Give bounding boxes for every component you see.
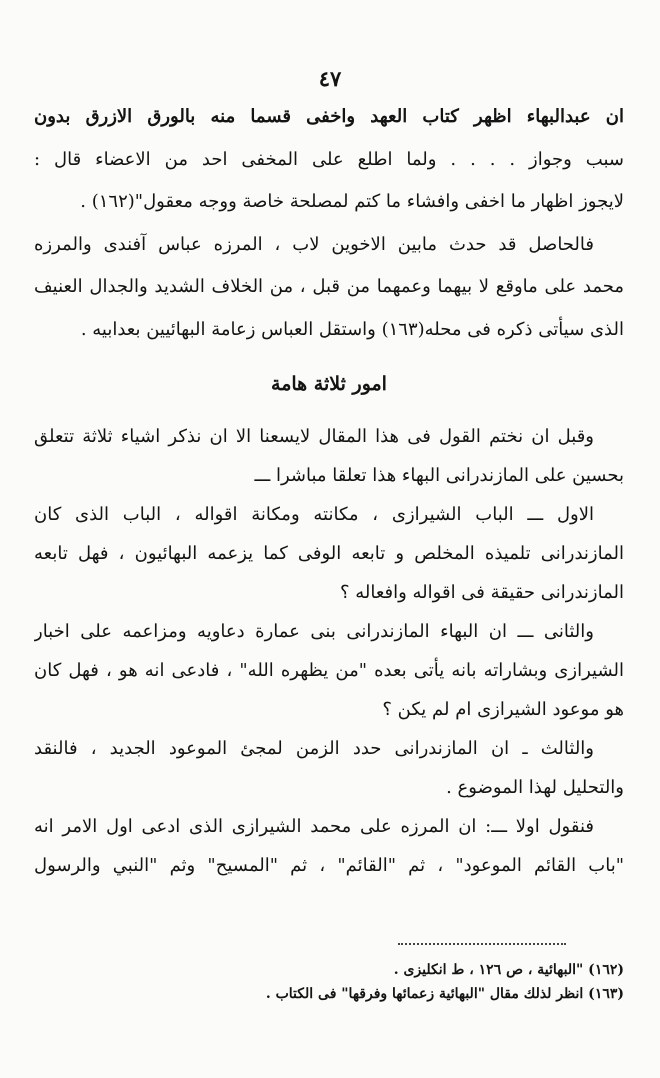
- text-line: الذى سيأتى ذكره فى محله(١٦٣) واستقل العباس زعامة البهائيين بعدابيه .: [80, 318, 624, 340]
- text-line: بحسين على المازندرانى البهاء هذا تعلقا مباشرا ـــ: [254, 465, 624, 486]
- body-text: [34, 96, 624, 885]
- text-line: والثالث ـ ان المازندرانى حدد الزمن لمجئ الموعود الجديد ، فالنقد: [34, 738, 594, 759]
- text-line: محمد على ماوقع لا بيهما وعمهما من قبل ، من الخلاف الشديد والجدال العنيف: [34, 276, 624, 297]
- text-line: المازندرانى حقيقة فى اقواله وافعاله ؟: [339, 582, 624, 603]
- text-line: الاول ـــ الباب الشيرازى ، مكانته ومكانة اقواله ، الباب الذى كان: [34, 504, 594, 525]
- section-heading: امور ثلاثة هامة: [271, 373, 387, 395]
- text-line: "باب القائم الموعود" ، ثم "القائم" ، ثم "المسيح" وثم "النبي والرسول: [34, 855, 624, 876]
- footnote: (١٦٢) "البهائية ، ص ١٢٦ ، ط انكليزى .: [393, 962, 624, 978]
- text-line: فالحاصل قد حدث مابين الاخوين لاب ، المرزه عباس آفندى والمرزه: [34, 233, 594, 255]
- footnote: (١٦٣) انظر لذلك مقال "البهائية زعمائها وفرقها" فى الكتاب .: [265, 986, 624, 1002]
- page-number: ٤٧: [318, 66, 342, 91]
- text-line: الشيرازى وبشاراته بانه يأتى بعده "من يظهره الله" ، فادعى انه هو ، فهل كان: [34, 660, 624, 681]
- text-line: المازندرانى تلميذه المخلص و تابعه الوفى كما يزعمه البهائيون ، فهل تابعه: [34, 543, 624, 564]
- text-line: لايجوز اظهار ما اخفى وافشاء ما كتم لمصلحة خاصة ووجه معقول"(١٦٢) .: [80, 191, 624, 212]
- text-line: وقبل ان نختم القول فى هذا المقال لايسعنا الا ان نذكر اشياء ثلاثة تتعلق: [34, 426, 594, 447]
- text-line: ان عبدالبهاء اظهر كتاب العهد واخفى قسما منه بالورق الازرق بدون: [34, 106, 624, 127]
- footnotes: [40, 958, 624, 1006]
- text-line: والثانى ـــ ان البهاء المازندرانى بنى عمارة دعاويه ومزاعمه على اخبار: [34, 621, 594, 642]
- text-line: فنقول اولا ـــ: ان المرزه على محمد الشيرازى الذى ادعى اول الامر انه: [34, 816, 594, 837]
- footnote-divider: [398, 943, 566, 945]
- text-line: والتحليل لهذا الموضوع .: [446, 777, 624, 798]
- text-line: سبب وجواز . . . . ولما اطلع على المخفى احد من الاعضاء قال :: [34, 148, 624, 170]
- text-line: هو موعود الشيرازى ام لم يكن ؟: [382, 699, 624, 720]
